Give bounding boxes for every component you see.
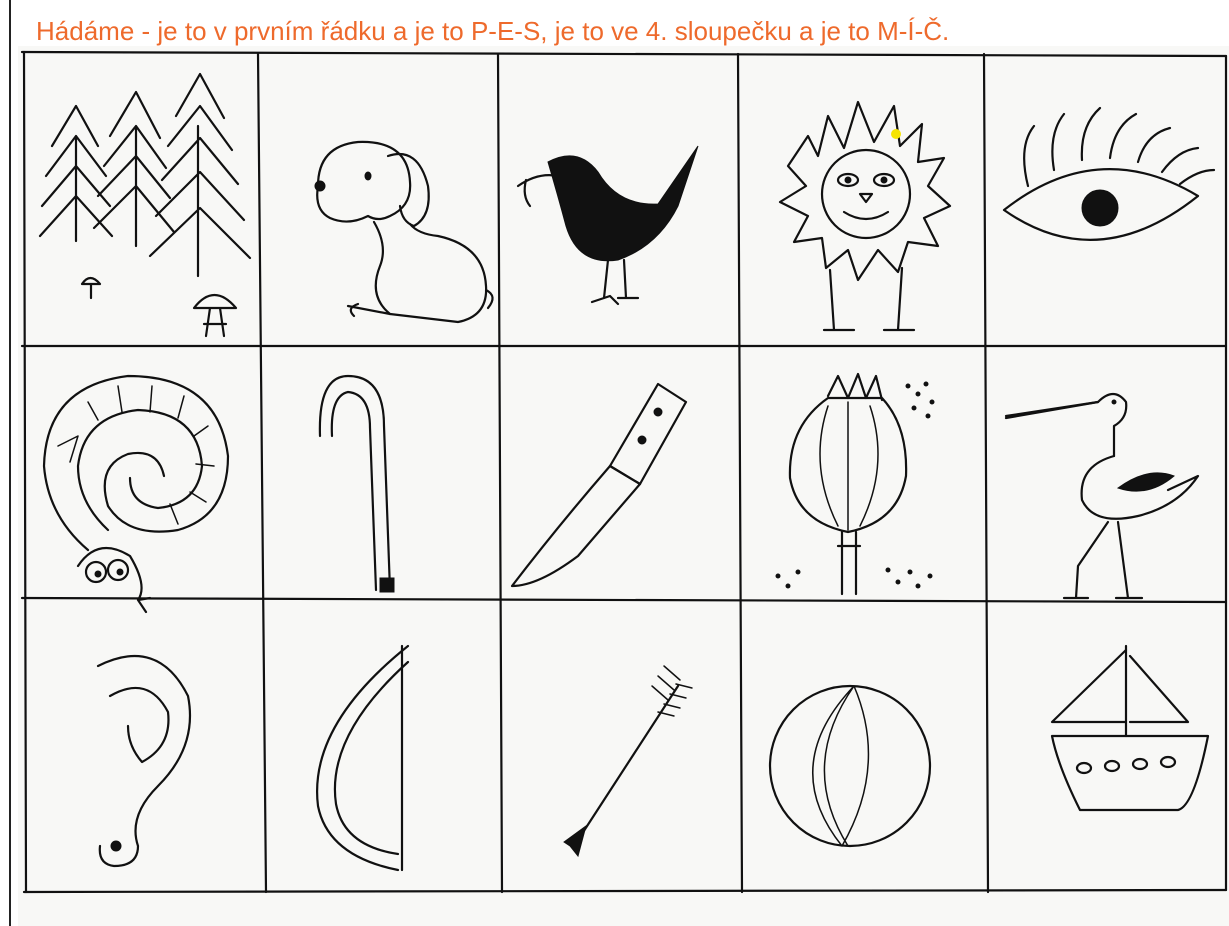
ball-drawing [770, 686, 930, 846]
cane-drawing [320, 376, 394, 592]
ear-drawing [98, 656, 190, 866]
arrow-drawing [564, 666, 692, 856]
bow-drawing [317, 646, 408, 870]
page-frame-left [9, 0, 11, 926]
bird-drawing [518, 146, 698, 304]
eye-drawing [1004, 108, 1214, 240]
boat-drawing [1052, 646, 1208, 810]
poppy-drawing [776, 374, 934, 594]
forest-drawing [40, 74, 250, 336]
caption-text: Hádáme - je to v prvním řádku a je to P-E-S, je to ve 4. sloupečku a je to M-Í-Č. [36, 16, 950, 46]
worksheet-svg [18, 46, 1229, 926]
grid-lines [22, 52, 1226, 892]
highlight-dot [891, 129, 901, 139]
worksheet [18, 46, 1229, 926]
snake-drawing [44, 376, 228, 612]
knife-drawing [512, 384, 686, 586]
dog-drawing [315, 142, 493, 322]
stork-drawing [1006, 394, 1198, 598]
lion-drawing [780, 102, 950, 330]
